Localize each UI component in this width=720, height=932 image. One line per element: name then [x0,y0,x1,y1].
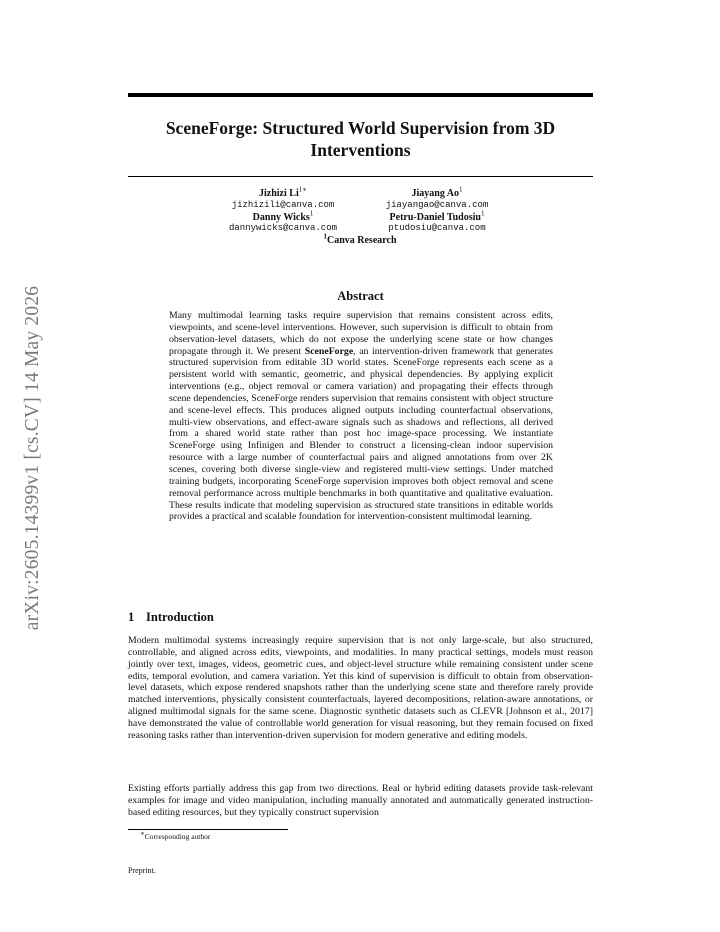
section-heading [128,610,214,625]
abstract-text [169,310,553,523]
author-entry [215,209,351,236]
abstract-text-part: , an intervention-driven framework that generates structured supervision from editable 3D world states. SceneForge represents each scene as a persistent world with semantic, geometric, and physical dependencies. By applying explicit interventions (e.g., object removal or camera variation) and propagating their effects through scene dependencies, SceneForge renders supervision that remains consistent with object structure and scene-level effects. This produces aligned outputs including counterfactual observations, multi-view observations, and effect-aware signals such as shadows and reflections, all derived from a shared world state rather than post hoc image-space processing. We instantiate SceneForge using Infinigen and Blender to construct a licensing-clean indoor supervision resource with a large number of counterfactual pairs and aligned annotations from over 2K scenes, covering both diverse single-view and registered multi-view settings. Under matched training budgets, incorporating SceneForge supervision improves both object removal and scene removal performance across multiple benchmarks in both quantitative and qualitative evaluation. These results indicate that modeling supervision as structured state transitions in editable worlds provides a practical and scalable foundation for intervention-consistent multimodal learning. [169,345,553,523]
affiliation-name: Canva Research [326,235,397,247]
section-number: 1 [128,610,135,624]
author-superscript: 1 [309,209,314,218]
arxiv-identifier: arXiv:2605.14399v1 [cs.CV] 14 May 2026 [22,285,43,631]
title-top-rule [128,93,593,97]
affiliation [200,232,520,247]
author-name: Danny Wicks [252,211,310,223]
title-bottom-rule [128,176,593,177]
author-row [200,185,520,212]
author-name: Jizhizi Li [259,188,299,199]
paper-title: SceneForge: Structured World Supervision from 3D Interventions [165,118,556,160]
preprint-label: Preprint. [128,866,156,875]
author-superscript: 1∗ [298,185,307,194]
author-email: jiayangao@canva.com [385,199,489,210]
author-block [200,185,520,247]
author-name: Jiayang Ao [411,188,459,199]
abstract-text-part: Many multimodal learning tasks require supervision that remains consistent across edits, viewpoints, and scene-level interventions. However, such supervision is difficult to obtain from observation-level datasets, which do not expose the underlying scene state or how changes propagate through it. We present [169,310,553,357]
footnote-mark: ∗ [140,829,145,838]
author-name: Petru-Daniel Tudosiu [389,211,481,223]
section-title: Introduction [146,610,214,624]
author-row [200,209,520,236]
author-entry [215,185,351,212]
footnote-text: Corresponding author [144,832,211,841]
author-superscript: 1 [480,209,485,218]
arxiv-sidebar [18,258,48,658]
author-superscript: 1 [459,185,463,194]
body-paragraph: Modern multimodal systems increasingly require supervision that is not only large-scale, but also structured, controllable, and aligned across edits, viewpoints, and modalities. In many practical settings, models must reason jointly over text, images, videos, geometric cues, and object-level structure while remaining consistent under scene edits, temporal evolution, and camera variation. Yet this kind of supervision is difficult to obtain from observation-level datasets, which expose rendered snapshots rather than the underlying scene state and therefore rarely provide matched interventions, physically consistent counterfactuals, layered decompositions, relation-aware annotations, or aligned multimodal signals for the same scene. Diagnostic synthetic datasets such as CLEVR [Johnson et al., 2017] have demonstrated the value of controllable world generation for visual reasoning, but they remain focused on fixed reasoning tasks rather than intervention-driven supervision for modern generative and editing models. [128,635,593,741]
body-paragraph: Existing efforts partially address this gap from two directions. Real or hybrid editing datasets provide task-relevant examples for image and video manipulation, including manually annotated and automatically generated instruction-based editing resources, but they typically construct supervision [128,783,593,818]
author-email: ptudosiu@canva.com [388,223,486,234]
abstract-heading: Abstract [337,289,384,303]
author-entry [369,209,505,236]
affiliation-superscript: 1 [323,232,327,241]
author-entry [369,185,505,212]
framework-name: SceneForge [304,345,354,357]
footnote-rule [128,829,288,830]
author-email: jizhizili@canva.com [231,199,335,210]
author-email: dannywicks@canva.com [228,223,338,234]
footnote [140,829,211,841]
